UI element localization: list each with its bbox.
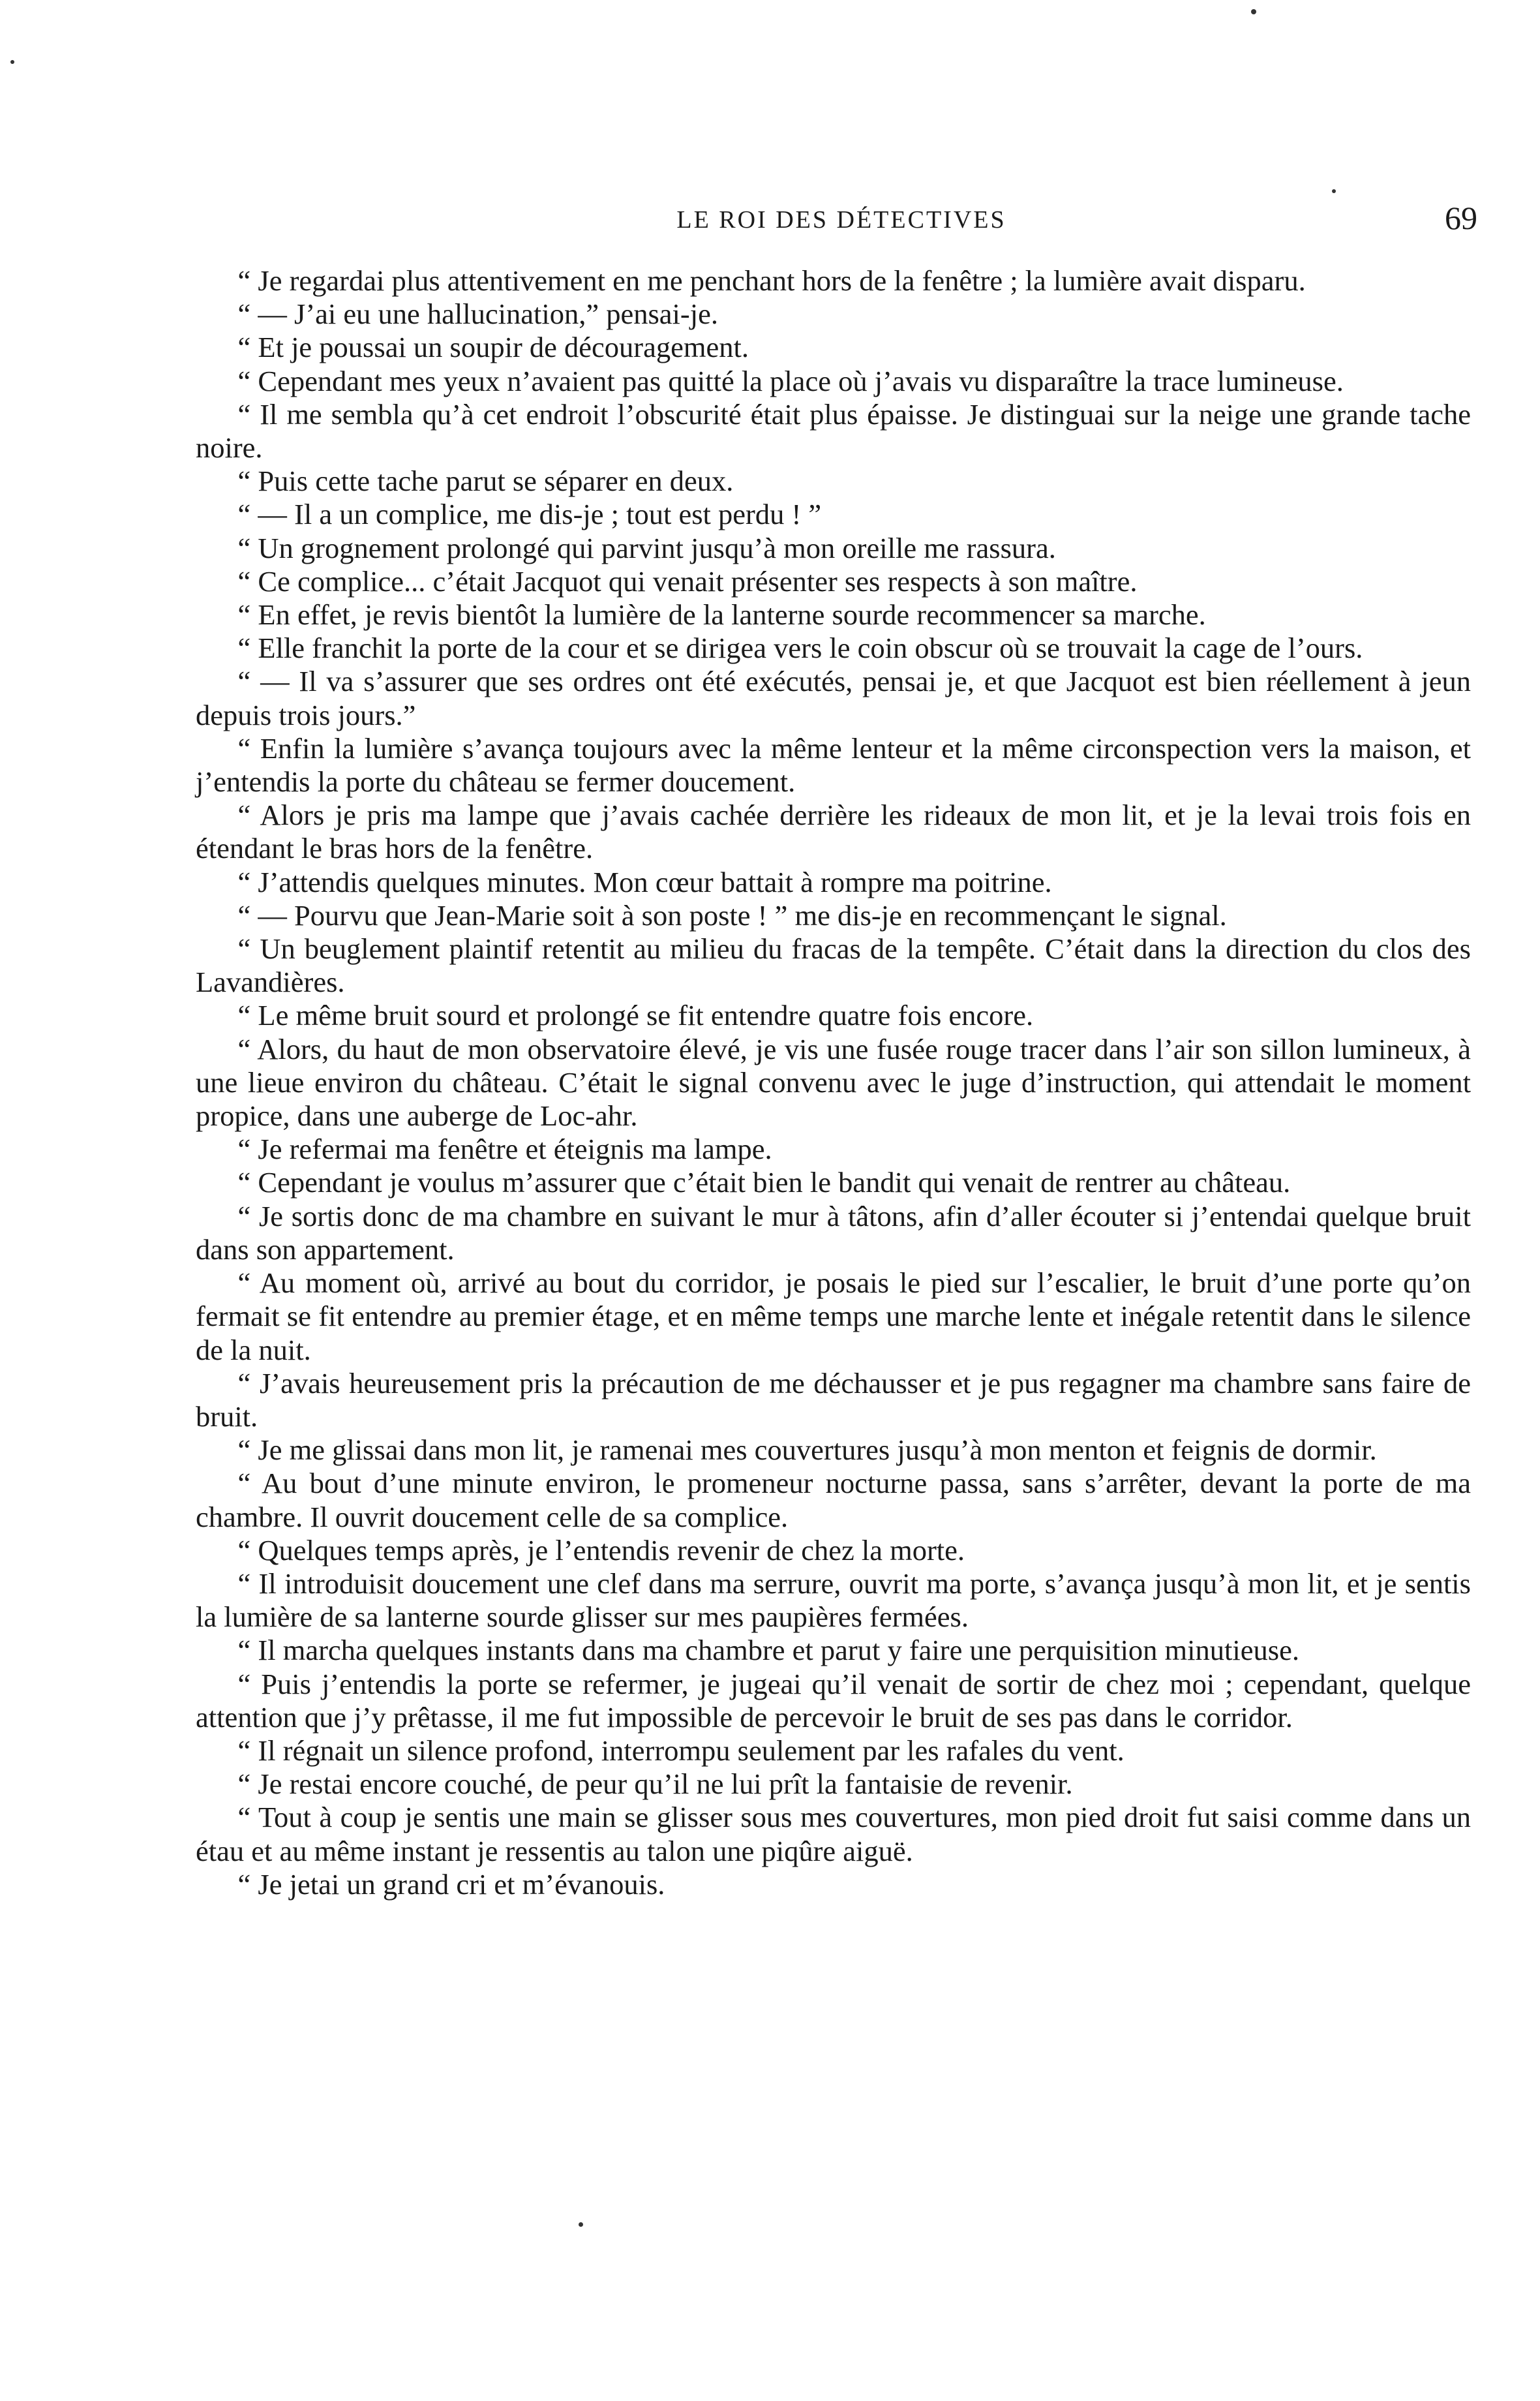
running-head: [205, 199, 1477, 245]
paragraph: “ Quelques temps après, je l’entendis revenir de chez la morte.: [237, 1533, 965, 1567]
paragraph: “ Enfin la lumière s’avança toujours avec la même lenteur et la même circonspection vers la maison, et j’entendis la porte du château se fermer doucement.: [196, 731, 1471, 799]
paragraph: “ Tout à coup je sentis une main se glisser sous mes couvertures, mon pied droit fut saisi comme dans un étau et au même instant je ressentis au talon une piqûre aiguë.: [196, 1801, 1471, 1867]
paragraph: “ Ce complice... c’était Jacquot qui venait présenter ses respects à son maître.: [237, 564, 1138, 598]
paragraph: “ Un beuglement plaintif retentit au milieu du fracas de la tempête. C’était dans la direction du clos des Lavandières.: [196, 932, 1471, 999]
running-title: LE ROI DES DÉTECTIVES: [676, 206, 1006, 234]
paragraph: “ — Il a un complice, me dis-je ; tout est perdu ! ”: [237, 498, 822, 531]
paragraph: “ Il introduisit doucement une clef dans ma serrure, ouvrit ma porte, s’avança jusqu’à mon lit, et je sentis la lumière de sa lanterne sourde glisser sur mes paupières fermées.: [196, 1567, 1471, 1634]
print-speck: [1251, 9, 1256, 14]
paragraph: “ Je me glissai dans mon lit, je ramenai mes couvertures jusqu’à mon menton et feignis de dormir.: [237, 1433, 1377, 1467]
print-speck: [10, 60, 14, 64]
paragraph: “ Il me sembla qu’à cet endroit l’obscurité était plus épaisse. Je distinguai sur la neige une grande tache noire.: [196, 397, 1471, 465]
paragraph: “ Je sortis donc de ma chambre en suivant le mur à tâtons, afin d’aller écouter si j’entendai quelque bruit dans son appartement.: [196, 1199, 1471, 1266]
paragraph: “ Le même bruit sourd et prolongé se fit entendre quatre fois encore.: [237, 999, 1034, 1032]
paragraph: “ Puis j’entendis la porte se refermer, je jugeai qu’il venait de sortir de chez moi ; cependant, quelque attention que j’y prêtasse, il me fut impossible de percevoir le bruit de ses pas dans le corridor.: [196, 1667, 1471, 1734]
paragraph: “ — Il va s’assurer que ses ordres ont été exécutés, pensai je, et que Jacquot est bien réellement à jeun depuis trois jours.”: [196, 665, 1471, 731]
paragraph: “ Puis cette tache parut se séparer en deux.: [237, 465, 734, 498]
paragraph: “ Cependant je voulus m’assurer que c’était bien le bandit qui venait de rentrer au château.: [237, 1166, 1291, 1199]
paragraph: “ Je refermai ma fenêtre et éteignis ma lampe.: [237, 1133, 772, 1166]
body-text: [196, 264, 1471, 1901]
paragraph: “ En effet, je revis bientôt la lumière de la lanterne sourde recommencer sa marche.: [237, 598, 1206, 632]
paragraph: “ Elle franchit la porte de la cour et se dirigea vers le coin obscur où se trouvait la cage de l’ours.: [237, 632, 1363, 665]
paragraph: “ Je jetai un grand cri et m’évanouis.: [237, 1867, 665, 1901]
paragraph: “ J’avais heureusement pris la précaution de me déchausser et je pus regagner ma chambre sans faire de bruit.: [196, 1366, 1471, 1433]
paragraph: “ Je restai encore couché, de peur qu’il ne lui prît la fantaisie de revenir.: [237, 1767, 1073, 1801]
paragraph: “ Alors je pris ma lampe que j’avais cachée derrière les rideaux de mon lit, et je la levai trois fois en étendant le bras hors de la fenêtre.: [196, 799, 1471, 865]
paragraph: “ J’attendis quelques minutes. Mon cœur battait à rompre ma poitrine.: [237, 865, 1052, 898]
paragraph: “ Et je poussai un soupir de découragement.: [237, 331, 749, 364]
paragraph: “ — J’ai eu une hallucination,” pensai-je.: [237, 298, 718, 331]
print-speck: [579, 2222, 583, 2227]
paragraph: “ Il marcha quelques instants dans ma chambre et parut y faire une perquisition minutieuse.: [237, 1634, 1299, 1667]
paragraph: “ Il régnait un silence profond, interrompu seulement par les rafales du vent.: [237, 1734, 1125, 1767]
paragraph: “ Alors, du haut de mon observatoire élevé, je vis une fusée rouge tracer dans l’air son sillon lumineux, à une lieue environ du château. C’était le signal convenu avec le juge d’instruction, qui attendait le moment propice, dans une auberge de Loc-ahr.: [196, 1032, 1471, 1133]
paragraph: “ Cependant mes yeux n’avaient pas quitté la place où j’avais vu disparaître la trace lumineuse.: [237, 364, 1344, 397]
paragraph: “ Je regardai plus attentivement en me penchant hors de la fenêtre ; la lumière avait disparu.: [237, 264, 1306, 297]
paragraph: “ Au bout d’une minute environ, le promeneur nocturne passa, sans s’arrêter, devant la porte de ma chambre. Il ouvrit doucement celle de sa complice.: [196, 1467, 1471, 1533]
paragraph: “ Au moment où, arrivé au bout du corridor, je posais le pied sur l’escalier, le bruit d’une porte qu’on fermait se fit entendre au premier étage, et en même temps une marche lente et inégale retentit dans le silence de la nuit.: [196, 1266, 1471, 1366]
print-speck: [1332, 189, 1336, 193]
paragraph: “ Un grognement prolongé qui parvint jusqu’à mon oreille me rassura.: [237, 531, 1056, 564]
paragraph: “ — Pourvu que Jean-Marie soit à son poste ! ” me dis-je en recommençant le signal.: [237, 898, 1227, 932]
page-number: 69: [1445, 200, 1477, 236]
